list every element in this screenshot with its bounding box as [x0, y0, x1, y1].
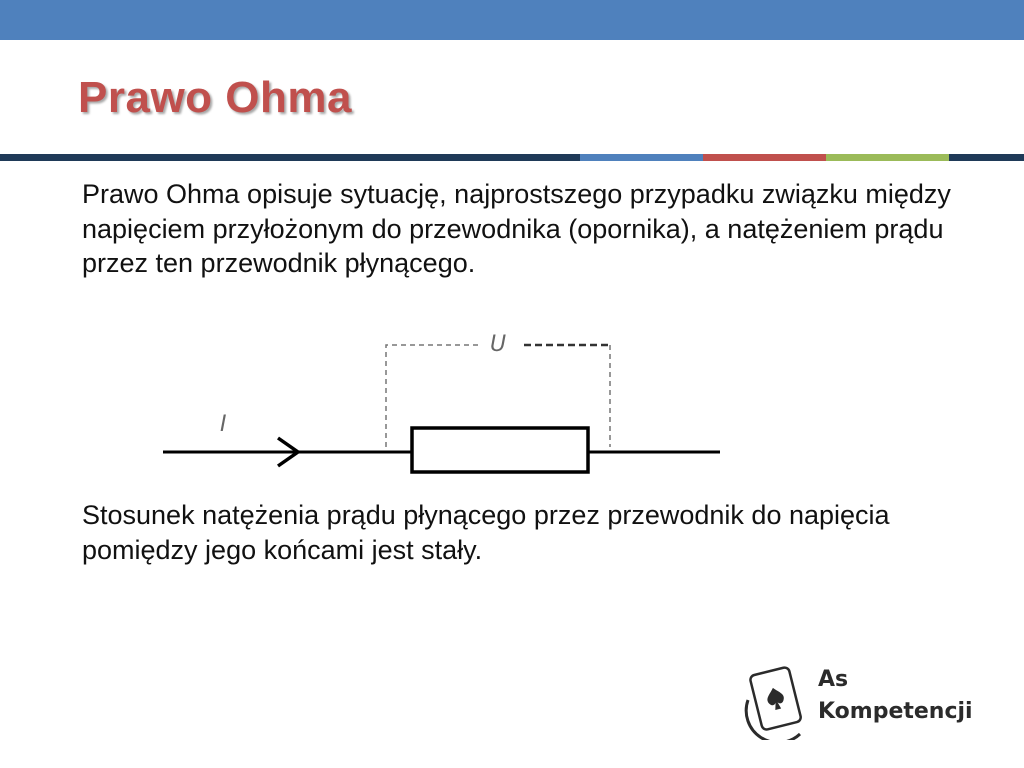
resistor — [412, 428, 588, 472]
resistor-circuit-diagram — [150, 325, 740, 480]
paragraph-definition: Prawo Ohma opisuje sytuację, najprostszego przypadku związku między napięciem przyłożonym do przewodnika (opornika), a natężeniem prądu przez ten przewodnik płynącego. — [82, 179, 951, 278]
logo-text-kompetencji: Kompetencji — [818, 699, 973, 724]
divider-accent-red — [703, 154, 826, 161]
current-label: I — [220, 412, 227, 437]
slide-title: Prawo Ohma — [78, 73, 352, 122]
divider-accent-green — [826, 154, 949, 161]
top-bar — [0, 0, 1024, 40]
logo-text-as: As — [818, 667, 849, 692]
playing-card-icon — [740, 660, 816, 740]
paragraph-conclusion: Stosunek natężenia prądu płynącego przez przewodnik do napięcia pomiędzy jego końcami jest stały. — [82, 500, 890, 565]
divider-accent-blue — [580, 154, 703, 161]
as-kompetencji-logo — [740, 660, 980, 740]
voltage-label: U — [490, 332, 507, 357]
